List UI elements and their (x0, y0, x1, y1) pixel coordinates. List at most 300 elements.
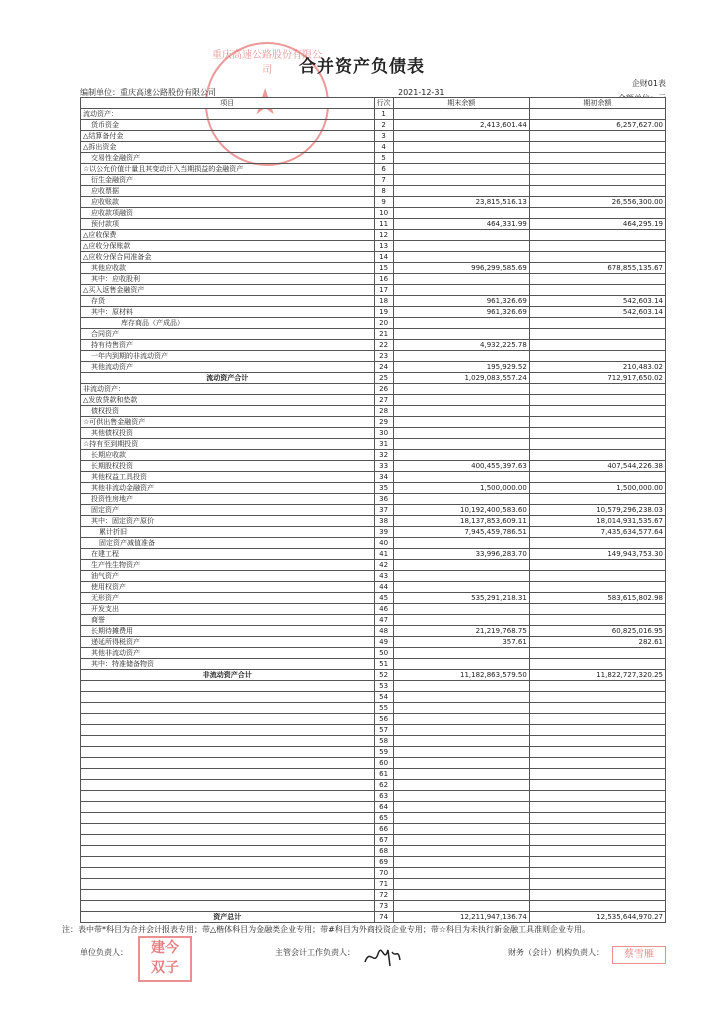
cell-line: 49 (374, 637, 393, 648)
cell-line: 1 (374, 109, 393, 120)
cell-line: 10 (374, 208, 393, 219)
cell-start-balance (529, 241, 665, 252)
cell-line: 46 (374, 604, 393, 615)
cell-end-balance (393, 692, 529, 703)
cell-line: 17 (374, 285, 393, 296)
table-row (81, 912, 666, 923)
cell-end-balance: 1,029,083,557.24 (393, 373, 529, 384)
table-row (81, 813, 666, 824)
cell-line: 44 (374, 582, 393, 593)
col-start-header: 期初余额 (529, 98, 665, 109)
cell-end-balance: 7,945,459,786.51 (393, 527, 529, 538)
cell-end-balance (393, 604, 529, 615)
table-row (81, 450, 666, 461)
cell-item: 长期股权投资 (81, 461, 375, 472)
cell-item: 其中：特准储备物资 (81, 659, 375, 670)
cell-line: 64 (374, 802, 393, 813)
cell-end-balance (393, 769, 529, 780)
table-row (81, 736, 666, 747)
table-row (81, 703, 666, 714)
cell-start-balance (529, 384, 665, 395)
cell-end-balance: 18,137,853,609.11 (393, 516, 529, 527)
cell-end-balance (393, 131, 529, 142)
cell-end-balance (393, 285, 529, 296)
cell-item: 油气资产 (81, 571, 375, 582)
cell-end-balance (393, 714, 529, 725)
cell-item: 衍生金融资产 (81, 175, 375, 186)
cell-line: 27 (374, 395, 393, 406)
cell-item: 生产性生物资产 (81, 560, 375, 571)
cell-start-balance (529, 780, 665, 791)
cell-end-balance (393, 406, 529, 417)
table-row (81, 538, 666, 549)
table-row (81, 516, 666, 527)
cell-start-balance (529, 747, 665, 758)
cell-item (81, 824, 375, 835)
cell-line: 42 (374, 560, 393, 571)
table-row (81, 868, 666, 879)
cell-start-balance (529, 802, 665, 813)
table-row (81, 142, 666, 153)
cell-start-balance (529, 560, 665, 571)
cell-start-balance: 542,603.14 (529, 307, 665, 318)
cell-line: 14 (374, 252, 393, 263)
table-row (81, 780, 666, 791)
cell-item: 商誉 (81, 615, 375, 626)
table-row (81, 901, 666, 912)
cell-start-balance (529, 230, 665, 241)
table-row (81, 615, 666, 626)
cell-start-balance (529, 703, 665, 714)
cell-start-balance (529, 725, 665, 736)
cell-line: 38 (374, 516, 393, 527)
cell-end-balance: 1,500,000.00 (393, 483, 529, 494)
cell-start-balance (529, 901, 665, 912)
cell-start-balance (529, 406, 665, 417)
cell-item: 流动资产： (81, 109, 375, 120)
cell-line: 11 (374, 219, 393, 230)
cell-start-balance (529, 538, 665, 549)
cell-line: 3 (374, 131, 393, 142)
cell-item: △发放贷款和垫款 (81, 395, 375, 406)
cell-line: 32 (374, 450, 393, 461)
cell-start-balance: 18,014,931,535.67 (529, 516, 665, 527)
cell-item: 其他权益工具投资 (81, 472, 375, 483)
cell-item (81, 879, 375, 890)
cell-item: 应收票据 (81, 186, 375, 197)
cell-item: 其中：固定资产原价 (81, 516, 375, 527)
table-row (81, 186, 666, 197)
finance-head-label: 财务（会计）机构负责人： (508, 948, 604, 957)
cell-start-balance (529, 395, 665, 406)
cell-start-balance: 542,603.14 (529, 296, 665, 307)
cell-end-balance (393, 109, 529, 120)
col-line-header: 行次 (374, 98, 393, 109)
cell-line: 34 (374, 472, 393, 483)
cell-start-balance (529, 186, 665, 197)
cell-item: △拆出资金 (81, 142, 375, 153)
cell-start-balance (529, 164, 665, 175)
cell-end-balance (393, 560, 529, 571)
cell-item (81, 780, 375, 791)
cell-end-balance (393, 802, 529, 813)
cell-end-balance: 2,413,601.44 (393, 120, 529, 131)
table-row (81, 659, 666, 670)
table-row (81, 890, 666, 901)
cell-start-balance (529, 582, 665, 593)
cell-start-balance: 407,544,226.38 (529, 461, 665, 472)
cell-item: 长期待摊费用 (81, 626, 375, 637)
table-row (81, 571, 666, 582)
cell-start-balance (529, 692, 665, 703)
cell-line: 48 (374, 626, 393, 637)
table-row (81, 208, 666, 219)
cell-line: 51 (374, 659, 393, 670)
cell-item: 固定资产减值准备 (81, 538, 375, 549)
table-row (81, 362, 666, 373)
cell-end-balance (393, 725, 529, 736)
table-row (81, 549, 666, 560)
cell-item (81, 714, 375, 725)
table-row (81, 164, 666, 175)
cell-start-balance (529, 736, 665, 747)
cell-item: 债权投资 (81, 406, 375, 417)
cell-end-balance: 464,331.99 (393, 219, 529, 230)
table-row (81, 846, 666, 857)
table-row (81, 582, 666, 593)
cell-start-balance (529, 274, 665, 285)
table-row (81, 681, 666, 692)
cell-end-balance (393, 747, 529, 758)
cell-line: 71 (374, 879, 393, 890)
table-row (81, 560, 666, 571)
table-row (81, 241, 666, 252)
table-row (81, 791, 666, 802)
table-row (81, 824, 666, 835)
cell-item (81, 857, 375, 868)
cell-line: 4 (374, 142, 393, 153)
cell-end-balance (393, 439, 529, 450)
cell-item (81, 846, 375, 857)
table-row (81, 494, 666, 505)
cell-item: 其中：原材料 (81, 307, 375, 318)
cell-end-balance (393, 879, 529, 890)
table-row (81, 637, 666, 648)
unit-head-label: 单位负责人： (80, 948, 128, 957)
cell-item: 预付款项 (81, 219, 375, 230)
cell-end-balance (393, 736, 529, 747)
table-row (81, 857, 666, 868)
cell-item: 交易性金融资产 (81, 153, 375, 164)
table-row (81, 109, 666, 120)
cell-item (81, 747, 375, 758)
cell-end-balance (393, 186, 529, 197)
cell-line: 65 (374, 813, 393, 824)
cell-end-balance (393, 846, 529, 857)
cell-start-balance: 11,822,727,320.25 (529, 670, 665, 681)
cell-line: 26 (374, 384, 393, 395)
cell-item: 非流动资产： (81, 384, 375, 395)
cell-start-balance (529, 450, 665, 461)
cell-item (81, 890, 375, 901)
cell-start-balance (529, 824, 665, 835)
cell-item: 固定资产 (81, 505, 375, 516)
cell-item: 其中：应收股利 (81, 274, 375, 285)
cell-end-balance (393, 758, 529, 769)
accounting-head-label: 主管会计工作负责人： (275, 948, 355, 957)
cell-end-balance (393, 703, 529, 714)
table-row (81, 483, 666, 494)
cell-item (81, 681, 375, 692)
cell-line: 53 (374, 681, 393, 692)
table-row (81, 802, 666, 813)
cell-end-balance: 195,929.52 (393, 362, 529, 373)
company-seal-text: 重庆高速公路股份有限公司 (212, 50, 322, 76)
cell-item: △应收分保合同准备金 (81, 252, 375, 263)
table-row (81, 296, 666, 307)
cell-end-balance (393, 417, 529, 428)
cell-start-balance: 583,615,802.98 (529, 593, 665, 604)
cell-item: 其他非流动金融资产 (81, 483, 375, 494)
table-row (81, 340, 666, 351)
cell-line: 9 (374, 197, 393, 208)
cell-item: 货币资金 (81, 120, 375, 131)
table-row (81, 395, 666, 406)
cell-line: 68 (374, 846, 393, 857)
form-number: 企财01表 (631, 79, 666, 88)
cell-line: 13 (374, 241, 393, 252)
cell-item: ☆持有至到期投资 (81, 439, 375, 450)
cell-start-balance (529, 142, 665, 153)
cell-start-balance: 60,825,016.95 (529, 626, 665, 637)
cell-item: 应收款项融资 (81, 208, 375, 219)
cell-end-balance (393, 208, 529, 219)
cell-line: 28 (374, 406, 393, 417)
cell-line: 74 (374, 912, 393, 923)
cell-end-balance (393, 615, 529, 626)
cell-line: 47 (374, 615, 393, 626)
cell-end-balance (393, 582, 529, 593)
table-row (81, 505, 666, 516)
cell-end-balance: 21,219,768.75 (393, 626, 529, 637)
cell-end-balance (393, 428, 529, 439)
cell-line: 60 (374, 758, 393, 769)
cell-start-balance (529, 109, 665, 120)
cell-end-balance (393, 274, 529, 285)
cell-end-balance: 23,815,516.13 (393, 197, 529, 208)
cell-line: 41 (374, 549, 393, 560)
cell-item: 库存商品（产成品） (81, 318, 375, 329)
org-label: 编制单位：重庆高速公路股份有限公司 (80, 88, 216, 97)
cell-start-balance: 678,855,135.67 (529, 263, 665, 274)
cell-item: 其他非流动资产 (81, 648, 375, 659)
cell-end-balance (393, 681, 529, 692)
cell-item: △买入返售金融资产 (81, 285, 375, 296)
table-row (81, 197, 666, 208)
cell-line: 37 (374, 505, 393, 516)
cell-line: 39 (374, 527, 393, 538)
table-row (81, 428, 666, 439)
cell-start-balance: 26,556,300.00 (529, 197, 665, 208)
cell-line: 29 (374, 417, 393, 428)
cell-item: 投资性房地产 (81, 494, 375, 505)
cell-start-balance (529, 659, 665, 670)
cell-item (81, 736, 375, 747)
cell-end-balance: 357.61 (393, 637, 529, 648)
cell-end-balance (393, 472, 529, 483)
table-row (81, 604, 666, 615)
cell-end-balance (393, 813, 529, 824)
cell-start-balance: 149,943,753.30 (529, 549, 665, 560)
cell-line: 24 (374, 362, 393, 373)
cell-item: △应收保费 (81, 230, 375, 241)
cell-line: 22 (374, 340, 393, 351)
balance-sheet (80, 97, 666, 920)
table-row (81, 230, 666, 241)
cell-start-balance (529, 681, 665, 692)
cell-start-balance (529, 494, 665, 505)
cell-line: 20 (374, 318, 393, 329)
cell-line: 30 (374, 428, 393, 439)
cell-line: 58 (374, 736, 393, 747)
cell-end-balance (393, 780, 529, 791)
cell-item: 其他应收款 (81, 263, 375, 274)
cell-start-balance (529, 890, 665, 901)
table-row (81, 472, 666, 483)
cell-end-balance (393, 538, 529, 549)
table-row (81, 648, 666, 659)
cell-start-balance (529, 252, 665, 263)
cell-item: 非流动资产合计 (81, 670, 375, 681)
cell-end-balance: 961,326.69 (393, 296, 529, 307)
seal-unit-head-top: 建今 (151, 940, 179, 956)
table-row (81, 714, 666, 725)
cell-start-balance (529, 868, 665, 879)
table-row (81, 692, 666, 703)
cell-end-balance (393, 648, 529, 659)
cell-end-balance (393, 791, 529, 802)
cell-line: 5 (374, 153, 393, 164)
table-row (81, 626, 666, 637)
cell-line: 57 (374, 725, 393, 736)
table-row (81, 351, 666, 362)
cell-start-balance (529, 571, 665, 582)
cell-line: 63 (374, 791, 393, 802)
cell-item: 其他债权投资 (81, 428, 375, 439)
cell-start-balance (529, 318, 665, 329)
cell-start-balance: 1,500,000.00 (529, 483, 665, 494)
cell-end-balance (393, 252, 529, 263)
cell-item (81, 791, 375, 802)
cell-line: 50 (374, 648, 393, 659)
table-header-row (81, 98, 666, 109)
cell-start-balance: 282.61 (529, 637, 665, 648)
seal-unit-head-bottom: 双子 (151, 960, 179, 976)
cell-start-balance (529, 340, 665, 351)
cell-item (81, 758, 375, 769)
table-row (81, 439, 666, 450)
cell-item: 长期应收款 (81, 450, 375, 461)
cell-start-balance (529, 175, 665, 186)
cell-end-balance: 4,932,225.78 (393, 340, 529, 351)
cell-item (81, 725, 375, 736)
cell-start-balance: 10,579,296,238.03 (529, 505, 665, 516)
cell-item: △应收分保账款 (81, 241, 375, 252)
cell-end-balance (393, 868, 529, 879)
cell-start-balance (529, 835, 665, 846)
table-row (81, 219, 666, 230)
cell-line: 19 (374, 307, 393, 318)
cell-start-balance (529, 131, 665, 142)
table-row (81, 758, 666, 769)
table-row (81, 153, 666, 164)
table-row (81, 670, 666, 681)
cell-end-balance: 10,192,400,583.60 (393, 505, 529, 516)
cell-item (81, 802, 375, 813)
table-row (81, 175, 666, 186)
cell-line: 73 (374, 901, 393, 912)
cell-start-balance (529, 714, 665, 725)
seal-unit-head (138, 936, 192, 982)
cell-start-balance: 464,295.19 (529, 219, 665, 230)
cell-item: 流动资产合计 (81, 373, 375, 384)
cell-line: 56 (374, 714, 393, 725)
table-row (81, 527, 666, 538)
cell-end-balance: 12,211,947,136.74 (393, 912, 529, 923)
cell-line: 8 (374, 186, 393, 197)
cell-end-balance (393, 494, 529, 505)
table-row (81, 384, 666, 395)
cell-start-balance (529, 791, 665, 802)
cell-end-balance (393, 175, 529, 186)
cell-line: 18 (374, 296, 393, 307)
cell-line: 12 (374, 230, 393, 241)
cell-start-balance (529, 769, 665, 780)
cell-item (81, 835, 375, 846)
cell-line: 2 (374, 120, 393, 131)
cell-end-balance: 33,996,283.70 (393, 549, 529, 560)
cell-end-balance (393, 824, 529, 835)
cell-item (81, 868, 375, 879)
cell-line: 55 (374, 703, 393, 714)
table-row (81, 461, 666, 472)
cell-end-balance (393, 241, 529, 252)
cell-end-balance (393, 230, 529, 241)
cell-start-balance (529, 285, 665, 296)
cell-start-balance (529, 351, 665, 362)
table-row (81, 373, 666, 384)
table-row (81, 329, 666, 340)
cell-item: 资产总计 (81, 912, 375, 923)
table-row (81, 263, 666, 274)
cell-item: 应收账款 (81, 197, 375, 208)
cell-start-balance: 12,535,644,970.27 (529, 912, 665, 923)
cell-line: 31 (374, 439, 393, 450)
table-row (81, 747, 666, 758)
cell-end-balance (393, 351, 529, 362)
cell-item (81, 901, 375, 912)
page-title: 合并资产负债表 (299, 57, 425, 77)
table-row (81, 318, 666, 329)
cell-line: 62 (374, 780, 393, 791)
cell-line: 25 (374, 373, 393, 384)
cell-end-balance (393, 318, 529, 329)
cell-line: 66 (374, 824, 393, 835)
table-row (81, 131, 666, 142)
table-row (81, 835, 666, 846)
table-row (81, 285, 666, 296)
cell-end-balance: 996,299,585.69 (393, 263, 529, 274)
